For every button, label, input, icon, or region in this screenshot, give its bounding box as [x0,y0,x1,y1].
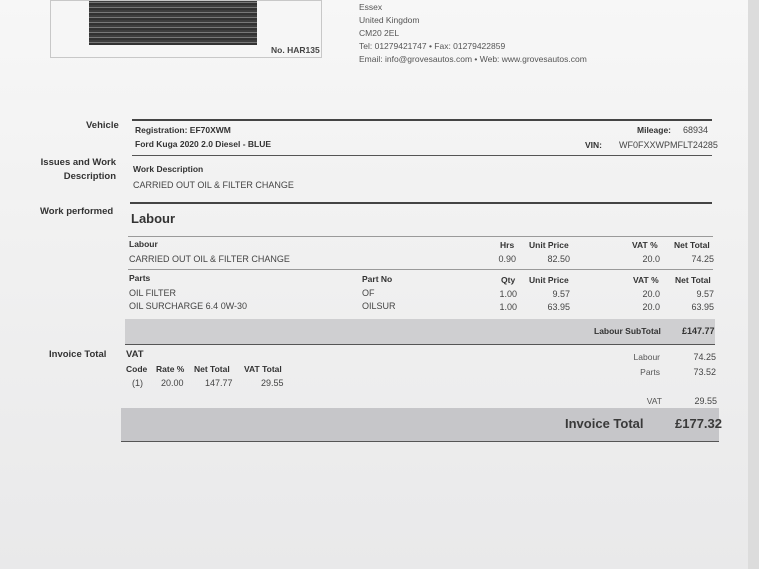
summary-labour-label: Labour [633,352,660,362]
total-bottom-rule [121,441,719,442]
invoice-number [271,45,320,55]
mileage-label: Mileage: [637,125,672,135]
parts-row-2-qty: 1.00 [499,302,517,312]
labour-col-net: Net Total [674,240,710,250]
labour-row-unit: 82.50 [547,254,570,264]
invoice-total-label: Invoice Total [565,416,644,431]
parts-col-net: Net Total [675,275,711,285]
vat-col-rate: Rate % [156,364,185,374]
work-description-text: CARRIED OUT OIL & FILTER CHANGE [133,180,294,190]
vehicle-bottom-rule [132,155,712,156]
vat-col-vattotal: VAT Total [244,364,282,374]
labour-col-desc: Labour [129,239,158,249]
work-description-heading: Work Description [133,164,204,174]
vin-label: VIN: [585,140,602,150]
parts-row-2-partno: OILSUR [362,301,396,311]
vat-row-rate: 20.00 [161,378,184,388]
labour-table-top-rule [128,236,713,237]
invoice-total-value: £177.32 [675,416,722,431]
labour-col-unit: Unit Price [529,240,569,250]
vehicle-top-rule [132,119,712,121]
company-logo-box [50,0,322,58]
subtotal-bottom-rule [125,344,715,345]
issues-bottom-rule [130,202,712,204]
labour-subtotal-label: Labour SubTotal [594,326,661,336]
vat-col-net: Net Total [194,364,230,374]
labour-subtotal-value: £147.77 [682,326,715,336]
summary-parts-value: 73.52 [693,367,716,377]
summary-vat-value: 29.55 [694,396,717,406]
parts-row-2-unit: 63.95 [547,302,570,312]
vehicle-section-label: Vehicle [86,120,119,131]
address-line-3: CM20 2EL [359,28,400,38]
parts-col-vat: VAT % [633,275,659,285]
summary-parts-label: Parts [640,367,660,377]
invoice-number-label: No. [271,45,285,55]
parts-row-1-net: 9.57 [696,289,714,299]
vat-heading: VAT [126,349,144,360]
parts-col-partno: Part No [362,274,393,284]
parts-col-qty: Qty [501,275,516,285]
tel-fax-line: Tel: 01279421747 • Fax: 01279422859 [359,41,506,51]
vat-col-code: Code [126,364,148,374]
vin-value: WF0FXXWPMFLT24285 [619,140,718,150]
labour-col-vat: VAT % [632,240,658,250]
invoice-total-section-label: Invoice Total [49,349,107,360]
parts-row-1-unit: 9.57 [552,289,570,299]
vat-row-net: 147.77 [205,378,233,388]
parts-row-2-net: 63.95 [691,302,714,312]
labour-row-net: 74.25 [691,254,714,264]
parts-col-unit: Unit Price [529,275,569,285]
labour-row-hrs: 0.90 [498,254,516,264]
parts-row-2-vat: 20.0 [642,302,660,312]
parts-row-2-desc: OIL SURCHARGE 6.4 0W-30 [129,301,248,311]
summary-labour-value: 74.25 [693,352,716,362]
vat-row-code: (1) [132,378,143,388]
parts-row-1-desc: OIL FILTER [129,288,177,298]
vehicle-registration: Registration: EF70XWM [135,125,231,135]
address-line-2: United Kingdom [359,15,420,25]
invoice-number-value: HAR135 [287,45,320,55]
labour-heading: Labour [131,211,176,226]
vat-row-vattotal: 29.55 [261,378,284,388]
vehicle-model: Ford Kuga 2020 2.0 Diesel - BLUE [135,139,272,149]
work-performed-label: Work performed [40,206,114,217]
mileage-value: 68934 [683,125,709,135]
redacted-logo [89,1,257,45]
summary-vat-label: VAT [646,396,662,406]
issues-section-label-line1: Issues and Work [40,157,116,168]
parts-row-1-vat: 20.0 [642,289,660,299]
address-line-1: Essex [359,2,383,12]
parts-table-top-rule [128,269,713,270]
issues-section-label-line2: Description [63,171,116,182]
parts-row-1-partno: OF [362,288,375,298]
email-web-line: Email: info@grovesautos.com • Web: www.grovesautos.com [359,54,587,64]
labour-col-hrs: Hrs [500,240,515,250]
labour-row-vat: 20.0 [642,254,660,264]
parts-row-1-qty: 1.00 [499,289,517,299]
labour-row-desc: CARRIED OUT OIL & FILTER CHANGE [129,254,290,264]
parts-col-desc: Parts [129,273,151,283]
